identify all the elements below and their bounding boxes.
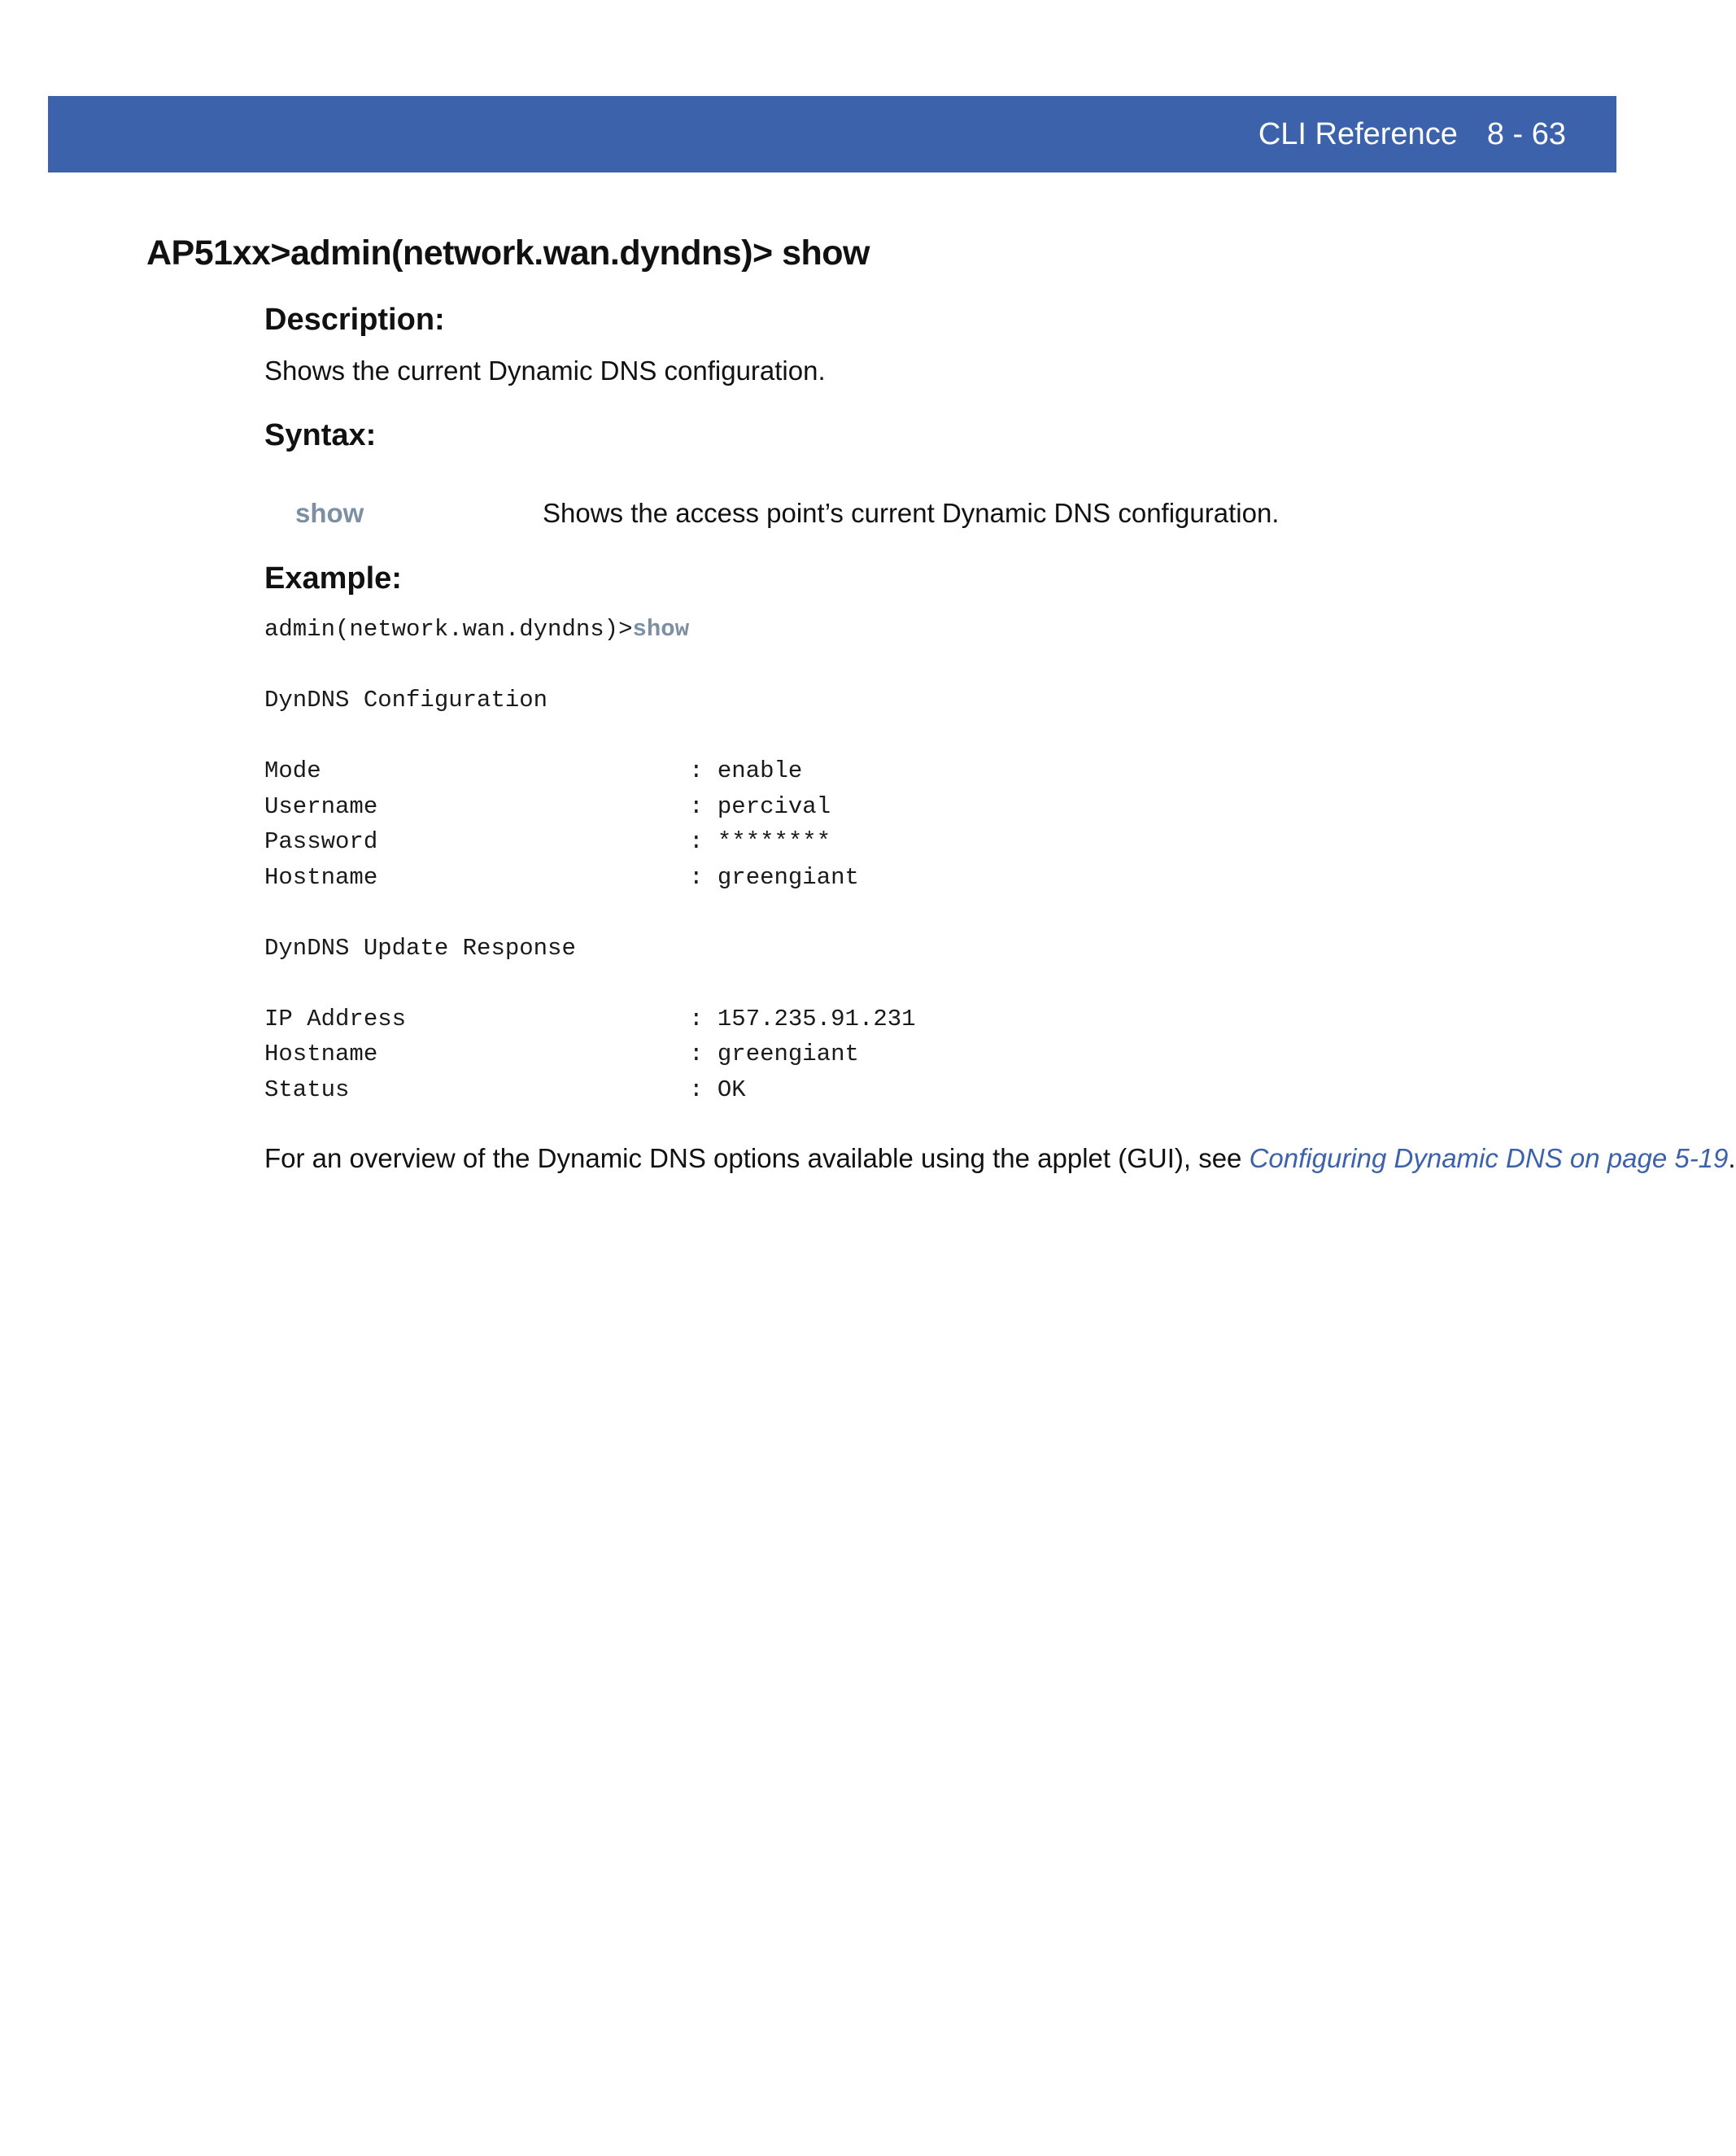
example-output: DynDNS Configuration Mode : enable Username : percival Password : ******** Hostname : greengiant DynDNS Update Response IP Address : 157.235.91.231 Hostname : greengiant Status : OK <box>264 687 916 1103</box>
example-prompt: admin(network.wan.dyndns)> <box>264 616 633 643</box>
example-heading: Example: <box>264 561 402 596</box>
syntax-heading: Syntax: <box>264 418 377 452</box>
footer-note <box>264 1143 1736 1174</box>
description-text: Shows the current Dynamic DNS configuration. <box>264 356 826 386</box>
cross-reference-link[interactable]: Configuring Dynamic DNS on page 5-19 <box>1249 1143 1729 1173</box>
page-header-bar <box>48 96 1616 172</box>
description-heading: Description: <box>264 303 445 337</box>
footer-note-suffix: . <box>1728 1143 1736 1173</box>
footer-note-text: For an overview of the Dynamic DNS options available using the applet (GUI), see <box>264 1143 1250 1173</box>
page-title: AP51xx>admin(network.wan.dyndns)> show <box>146 233 870 273</box>
header-page-number: 8 - 63 <box>1486 116 1566 151</box>
example-command: show <box>632 616 690 643</box>
syntax-row <box>295 498 1279 529</box>
example-code-block <box>264 612 916 1107</box>
header-section-title: CLI Reference <box>1258 116 1458 151</box>
syntax-command-description: Shows the access point’s current Dynamic DNS configuration. <box>543 498 1280 528</box>
syntax-command: show <box>295 498 364 528</box>
